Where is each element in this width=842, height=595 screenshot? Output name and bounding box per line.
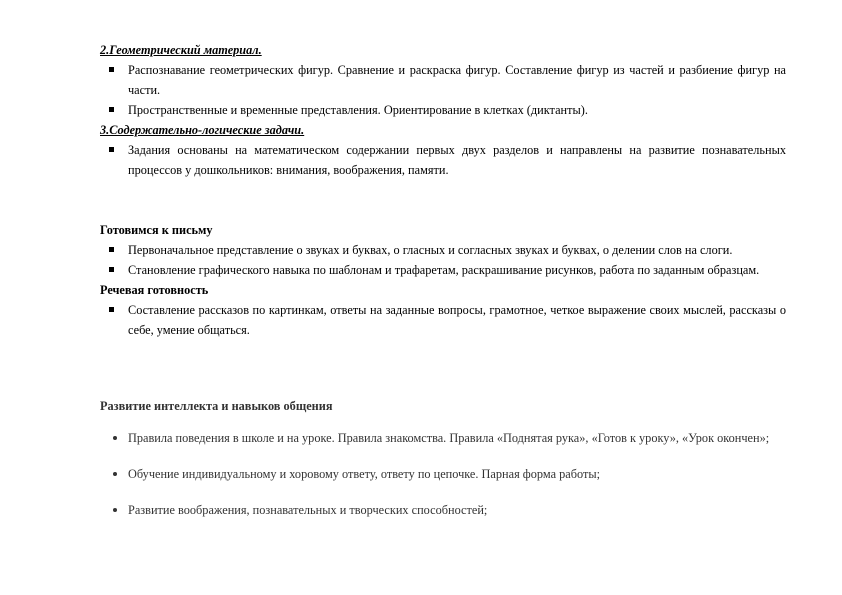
speech-list [100, 300, 786, 340]
list-item: Первоначальное представление о звуках и буквах, о гласных и согласных звуках и буквах, о делении слов на слоги. [100, 240, 786, 260]
section-writing [100, 220, 786, 340]
list-item: Становление графического навыка по шаблонам и трафаретам, раскрашивание рисунков, работа по заданным образцам. [100, 260, 786, 280]
list-item: Составление рассказов по картинкам, ответы на заданные вопросы, грамотное, четкое выражение своих мыслей, рассказы о себе, умение общаться. [100, 300, 786, 340]
list-item: Обучение индивидуальному и хоровому ответу, ответу по цепочке. Парная форма работы; [100, 464, 786, 484]
geometric-list [100, 60, 786, 120]
section-heading-logic: 3.Содержательно-логические задачи. [100, 123, 305, 137]
list-item: Правила поведения в школе и на уроке. Правила знакомства. Правила «Поднятая рука», «Готов к уроку», «Урок окончен»; [100, 428, 786, 448]
section-geometric [100, 40, 786, 180]
section-heading-geometric: 2.Геометрический материал. [100, 43, 262, 57]
section-heading-speech: Речевая готовность [100, 283, 209, 297]
logic-list [100, 140, 786, 180]
list-item: Распознавание геометрических фигур. Сравнение и раскраска фигур. Составление фигур из частей и разбиение фигур на части. [100, 60, 786, 100]
section-heading-intellect: Развитие интеллекта и навыков общения [100, 399, 333, 413]
list-item: Пространственные и временные представления. Ориентирование в клетках (диктанты). [100, 100, 786, 120]
section-heading-writing: Готовимся к письму [100, 223, 213, 237]
writing-list [100, 240, 786, 280]
list-item: Задания основаны на математическом содержании первых двух разделов и направлены на развитие познавательных процессов у дошкольников: внимания, воображения, памяти. [100, 140, 786, 180]
section-intellect [100, 396, 786, 520]
list-item: Развитие воображения, познавательных и творческих способностей; [100, 500, 786, 520]
intellect-list [100, 428, 786, 520]
